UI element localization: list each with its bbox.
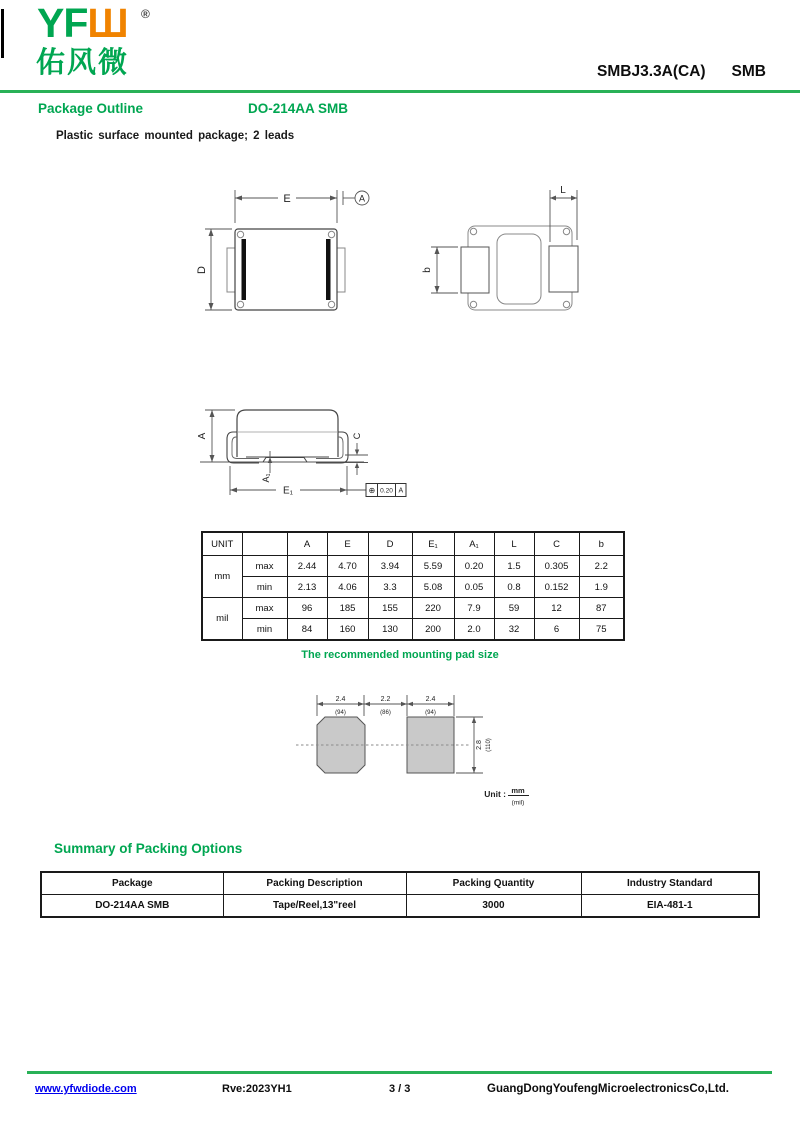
col-header: C [534, 532, 579, 556]
corner-pin-mark [470, 301, 476, 307]
col-header: E₁ [412, 532, 454, 556]
value-cell: 2.0 [454, 619, 494, 641]
pad-dim-right-mil: (94) [425, 710, 436, 716]
pad-dim-gap-mm: 2.2 [380, 696, 391, 703]
limit-cell: max [242, 598, 287, 619]
value-cell: 75 [579, 619, 624, 641]
packing-section-title: Summary of Packing Options [54, 841, 243, 856]
corner-pin-mark [563, 228, 569, 234]
logo-yf-text: YF [37, 0, 88, 46]
part-number: SMBJ3.3A(CA) [597, 63, 706, 80]
pad-dim-gap-mil: (86) [380, 710, 391, 716]
unit-note-mm: mm [511, 786, 525, 795]
pad-dim-height-mm: 2.8 [476, 740, 483, 750]
dim-label-L: L [560, 185, 566, 196]
col-header: A [287, 532, 327, 556]
pad-dim-right-mm: 2.4 [425, 696, 436, 703]
bottom-view-left-terminal [461, 247, 489, 293]
side-view [197, 410, 406, 497]
table-row [202, 598, 624, 619]
table-row [202, 577, 624, 598]
value-cell: 0.305 [534, 556, 579, 577]
table-row [202, 556, 624, 577]
col-header: A₁ [454, 532, 494, 556]
pad-dim-height-mil: (110) [486, 738, 492, 752]
tolerance-datum: A [398, 487, 404, 495]
value-cell: 12 [534, 598, 579, 619]
unit-header-cell: UNIT [202, 532, 242, 556]
packing-quantity-cell: 3000 [406, 895, 581, 918]
limit-cell: min [242, 577, 287, 598]
packing-col-header: Industry Standard [581, 872, 759, 895]
col-header: D [368, 532, 412, 556]
registered-trademark-icon: ® [141, 7, 150, 21]
tolerance-value: 0.20 [380, 487, 393, 495]
unit-cell: mm [202, 556, 242, 598]
company-name: GuangDongYoufengMicroelectronicsCo,Ltd. [487, 1083, 729, 1095]
package-outline-drawing [0, 160, 800, 520]
website-link[interactable]: www.yfwdiode.com [35, 1083, 137, 1095]
unit-cell: mil [202, 598, 242, 641]
dim-label-E: E [283, 193, 291, 205]
side-view-body [237, 410, 338, 457]
package-subtitle: Plastic surface mounted package; 2 leads [56, 130, 295, 142]
value-cell: 96 [287, 598, 327, 619]
value-cell: 1.5 [494, 556, 534, 577]
packing-col-header: Package [41, 872, 223, 895]
pad-dim-left-mm: 2.4 [335, 696, 346, 703]
value-cell: 130 [368, 619, 412, 641]
value-cell: 32 [494, 619, 534, 641]
value-cell: 5.08 [412, 577, 454, 598]
packing-package-cell: DO-214AA SMB [41, 895, 223, 918]
packing-standard-cell: EIA-481-1 [581, 895, 759, 918]
top-view-left-band [242, 239, 247, 300]
value-cell: 185 [327, 598, 368, 619]
value-cell: 6 [534, 619, 579, 641]
section-title: Package Outline [38, 101, 144, 116]
value-cell: 155 [368, 598, 412, 619]
datum-label: A [358, 193, 366, 204]
bottom-view-right-terminal [549, 246, 578, 292]
value-cell: 84 [287, 619, 327, 641]
top-view-body [235, 229, 337, 310]
value-cell: 200 [412, 619, 454, 641]
value-cell: 3.3 [368, 577, 412, 598]
value-cell: 59 [494, 598, 534, 619]
value-cell: 0.20 [454, 556, 494, 577]
value-cell: 3.94 [368, 556, 412, 577]
packing-col-header: Packing Description [223, 872, 406, 895]
value-cell: 4.06 [327, 577, 368, 598]
dim-label-b: b [422, 267, 433, 273]
value-cell: 87 [579, 598, 624, 619]
section-package-name: DO-214AA SMB [248, 101, 349, 116]
company-logo [37, 0, 128, 46]
value-cell: 7.9 [454, 598, 494, 619]
col-header: E [327, 532, 368, 556]
mounting-pad-caption: The recommended mounting pad size [301, 649, 499, 661]
mounting-pad-drawing [0, 690, 800, 820]
package-code: SMB [731, 63, 766, 80]
value-cell: 4.70 [327, 556, 368, 577]
revision-label: Rve:2023YH1 [222, 1083, 292, 1095]
bottom-view [422, 185, 578, 310]
blank-header-cell [242, 532, 287, 556]
dim-label-A: A [197, 432, 208, 440]
packing-description-cell: Tape/Reel,13"reel [223, 895, 406, 918]
dim-table-header-row [202, 532, 624, 556]
scan-artifact-line [1, 9, 4, 58]
company-name-chinese: 佑风微 [36, 47, 130, 79]
value-cell: 1.9 [579, 577, 624, 598]
limit-cell: min [242, 619, 287, 641]
header-divider [0, 90, 800, 93]
packing-header-row [41, 872, 759, 895]
unit-note-label: Unit : [484, 789, 506, 799]
pad-dim-left-mil: (94) [335, 710, 346, 716]
unit-note-mil: (mil) [511, 799, 525, 807]
tolerance-symbol: ⊕ [368, 486, 376, 495]
dimension-table [201, 531, 625, 641]
dim-label-E1: E₁ [282, 485, 294, 497]
table-row [202, 619, 624, 641]
packing-options-table [40, 871, 760, 918]
bottom-view-center-pad [497, 234, 541, 304]
limit-cell: max [242, 556, 287, 577]
page-number: 3 / 3 [389, 1083, 411, 1095]
col-header: L [494, 532, 534, 556]
top-view-right-band [326, 239, 331, 300]
value-cell: 0.8 [494, 577, 534, 598]
logo-w-glyph: Ш [87, 0, 128, 46]
value-cell: 2.2 [579, 556, 624, 577]
packing-col-header: Packing Quantity [406, 872, 581, 895]
top-view [196, 190, 369, 310]
dim-label-D: D [196, 266, 208, 274]
value-cell: 0.05 [454, 577, 494, 598]
document-title [597, 63, 766, 81]
value-cell: 2.44 [287, 556, 327, 577]
corner-pin-mark [563, 301, 569, 307]
value-cell: 220 [412, 598, 454, 619]
table-row [41, 895, 759, 918]
value-cell: 5.59 [412, 556, 454, 577]
value-cell: 160 [327, 619, 368, 641]
corner-pin-mark [470, 228, 476, 234]
col-header: b [579, 532, 624, 556]
dim-label-C: C [352, 432, 362, 440]
dim-label-A1: A₁ [261, 473, 271, 483]
value-cell: 2.13 [287, 577, 327, 598]
footer-divider [27, 1071, 772, 1074]
value-cell: 0.152 [534, 577, 579, 598]
